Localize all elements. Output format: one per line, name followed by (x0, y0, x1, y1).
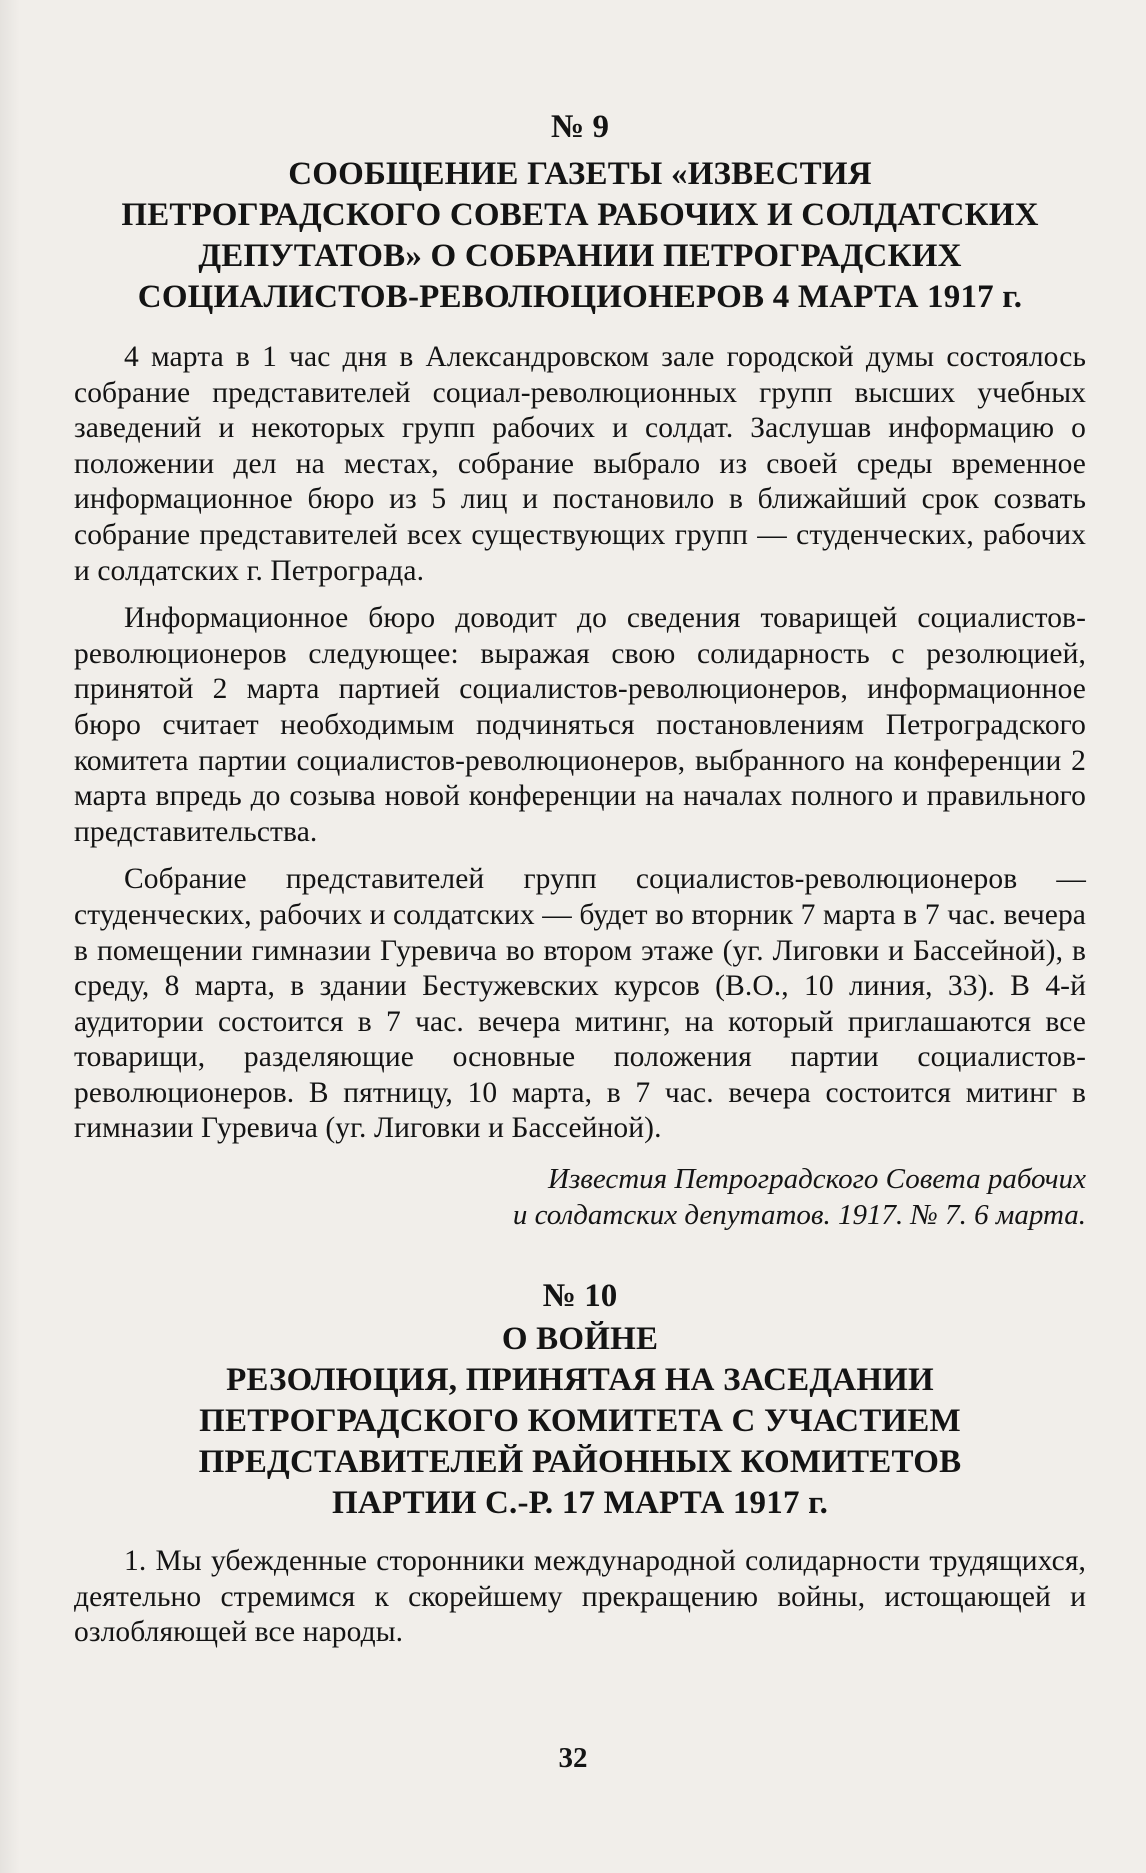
document-9 (74, 108, 1086, 1233)
title-line: РЕЗОЛЮЦИЯ, ПРИНЯТАЯ НА ЗАСЕДАНИИ (226, 1362, 934, 1399)
body-paragraph: 1. Мы убежденные сторонники международной солидарности трудящихся, деятельно стремимся к скорейшему прекращению войны, истощающей и озлобляющей все народы. (74, 1545, 1086, 1649)
source-line: Известия Петроградского Совета рабочих (548, 1163, 1086, 1196)
document-10 (74, 1277, 1086, 1651)
title-line: ПАРТИИ С.-Р. 17 МАРТА 1917 г. (331, 1485, 829, 1522)
source-line: и солдатских депутатов. 1917. № 7. 6 марта. (512, 1199, 1086, 1232)
title-line: СОЦИАЛИСТОВ-РЕВОЛЮЦИОНЕРОВ 4 МАРТА 1917 г. (137, 279, 1023, 315)
body-paragraph: Собрание представителей групп социалистов-революционеров — студенческих, рабочих и солдатских — будет во вторник 7 марта в 7 час. вечера в помещении гимназии Гуревича во втором этаже (уг. Лиговки и Бассейной), в среду, 8 марта, в здании Бестужевских курсов (В.О., 10 линия, 33). В 4-й аудитории состоится в 7 час. вечера митинг, на который приглашаются все товарищи, разделяющие основные положения партии социалистов-революционеров. В пятницу, 10 марта, в 7 час. вечера состоится митинг в гимназии Гуревича (уг. Лиговки и Бассейной). (74, 863, 1086, 1145)
title-line: ПЕТРОГРАДСКОГО СОВЕТА РАБОЧИХ И СОЛДАТСКИХ (121, 197, 1039, 233)
body-paragraph: Информационное бюро доводит до сведения товарищей социалистов-революционеров следующее: выражая свою солидарность с резолюцией, принятой 2 марта партией социалистов-революционеров, информационное бюро считает необходимым подчиняться постановлениям Петроградского комитета партии социалистов-революционеров, выбранного на конференции 2 марта впредь до созыва новой конференции на началах полного и правильного представительства. (74, 602, 1086, 848)
page-number: 32 (558, 1742, 588, 1774)
title-line: ПРЕДСТАВИТЕЛЕЙ РАЙОННЫХ КОМИТЕТОВ (198, 1444, 962, 1481)
title-line: ДЕПУТАТОВ» О СОБРАНИИ ПЕТРОГРАДСКИХ (198, 238, 962, 274)
document-title (74, 1319, 1086, 1524)
source-citation (74, 1161, 1086, 1233)
title-line: О ВОЙНЕ (501, 1321, 659, 1358)
document-number: № 10 (542, 1278, 618, 1315)
document-number: № 9 (551, 109, 609, 145)
title-line: СООБЩЕНИЕ ГАЗЕТЫ «ИЗВЕСТИЯ (288, 156, 872, 192)
document-title (74, 154, 1086, 318)
body-paragraph: 4 марта в 1 час дня в Александровском зале городской думы состоялось собрание представителей социал-революционных групп высших учебных заведений и некоторых групп рабочих и солдат. Заслушав информацию о положении дел на местах, собрание выбрало из своей среды временное информационное бюро из 5 лиц и постановило в ближайший срок созвать собрание представителей всех существующих групп — студенческих, рабочих и солдатских г. Петрограда. (74, 341, 1086, 587)
title-line: ПЕТРОГРАДСКОГО КОМИТЕТА С УЧАСТИЕМ (199, 1403, 961, 1440)
